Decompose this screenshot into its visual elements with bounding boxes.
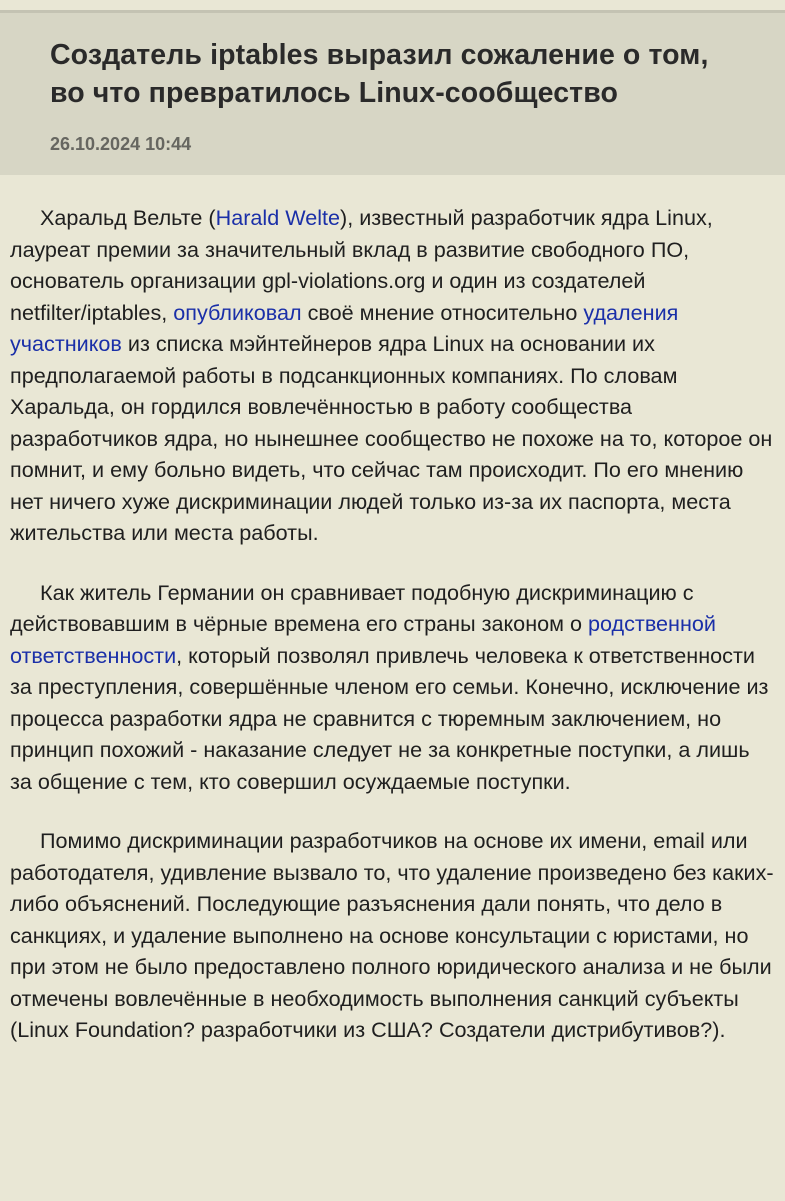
kin-liability-link[interactable]: родственной ответственности	[10, 611, 716, 668]
article-header	[0, 13, 785, 175]
published-link[interactable]: опубликовал	[173, 299, 302, 325]
paragraph-1-text-3: своё мнение относительно	[301, 299, 584, 325]
paragraph-3-text-1: Помимо дискриминации разработчиков на основе их имени, email или работодателя, удивление вызвало то, что удаление произведено без каких-либо объяснений. Последующие разъяснения дали понять, что дело в санкциях, и удаление выполнено на основе консультации с юристами, но при этом не было предоставлено полного юридического анализа и не были отмечены вовлечённые в необходимость выполнения санкций субъекты (Linux Foundation? разработчики из США? Создатели дистрибутивов?).	[10, 828, 774, 1042]
paragraph-3	[10, 825, 775, 1046]
article-date: 26.10.2024 10:44	[50, 134, 192, 154]
removal-of-participants-link[interactable]: удаления участников	[10, 299, 679, 356]
paragraph-1	[10, 202, 775, 549]
paragraph-1-text-1: Харальд Вельте (	[40, 205, 216, 230]
paragraph-2	[10, 577, 775, 798]
article-title: Создатель iptables выразил сожаление о том, во что превратилось Linux-сообщество	[50, 39, 709, 109]
article-body	[0, 175, 785, 1046]
harald-welte-link[interactable]: Harald Welte	[215, 205, 341, 230]
paragraph-2-text-1: Как житель Германии он сравнивает подобную дискриминацию с действовавшим в чёрные времена его страны законом о	[10, 579, 694, 636]
paragraph-1-text-2: ), известный разработчик ядра Linux, лауреат премии за значительный вклад в развитие свободного ПО, основатель организации gpl-violations.org и один из создателей netfilter/iptables,	[10, 205, 713, 325]
paragraph-1-text-4: из списка мэйнтейнеров ядра Linux на основании их предполагаемой работы в подсанкционных компаниях. По словам Харальда, он гордился вовлечённостью в работу сообщества разработчиков ядра, но нынешнее сообщество не похоже на то, которое он помнит, и ему больно видеть, что сейчас там происходит. По его мнению нет ничего хуже дискриминации людей только из-за их паспорта, места жительства или места работы.	[10, 331, 773, 545]
paragraph-2-text-2: , который позволял привлечь человека к ответственности за преступления, совершённые членом его семьи. Конечно, исключение из процесса разработки ядра не сравнится с тюремным заключением, но принцип похожий - наказание следует не за конкретные поступки, а лишь за общение с тем, кто совершил осуждаемые поступки.	[10, 642, 769, 794]
